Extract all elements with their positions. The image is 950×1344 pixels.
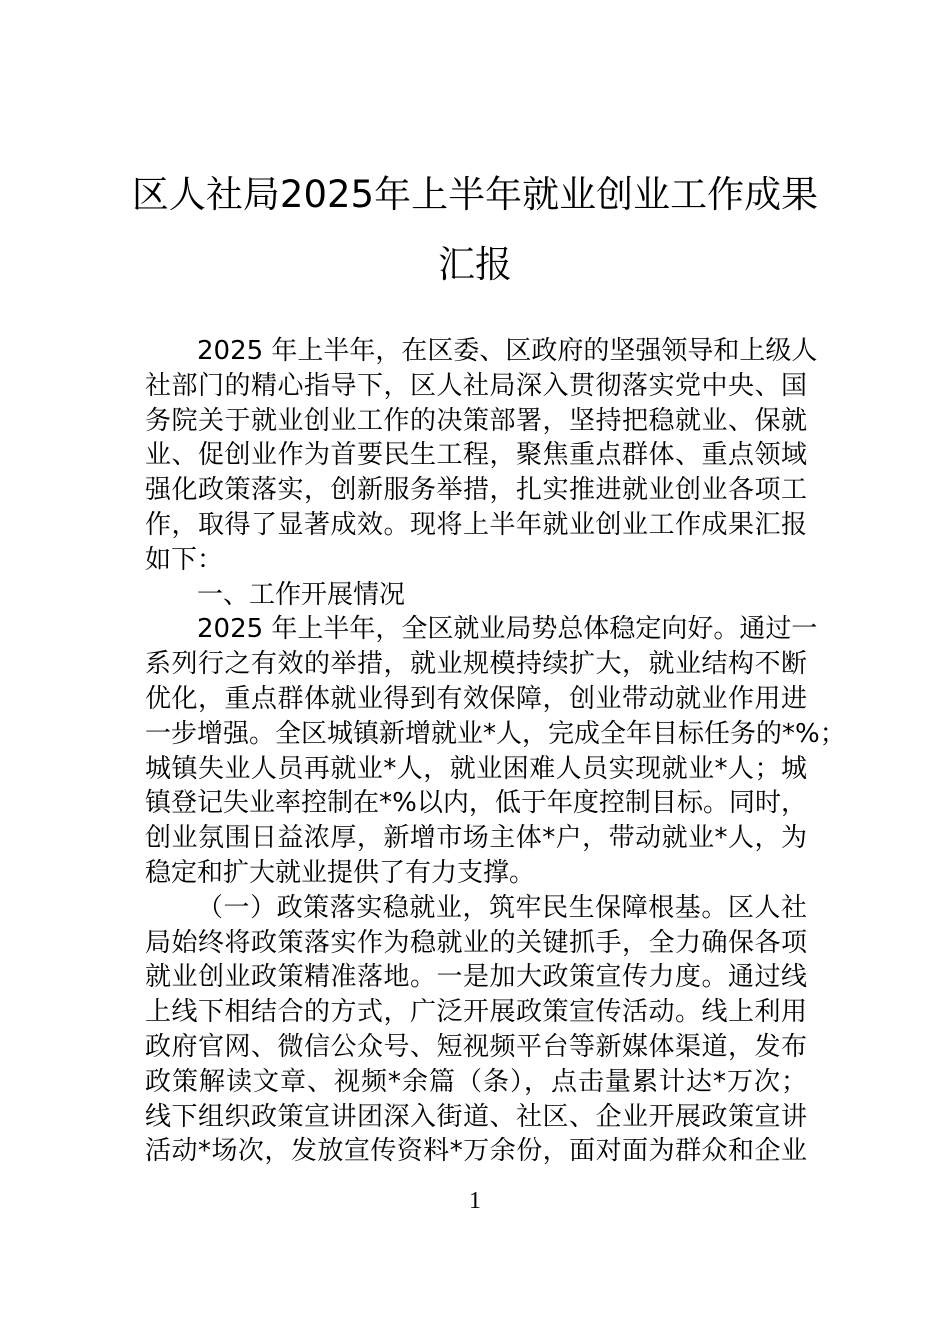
text-line: 稳定和扩大就业提供了有力支撑。 [145,857,536,888]
text-line: 创业氛围日益浓厚，新增市场主体*户，带动就业*人，为 [145,823,807,854]
paragraph [145,612,846,890]
text-line: 2025 年上半年，在区委、区政府的坚强领导和上级人 [197,336,818,366]
text-line: （一）政策落实稳就业，筑牢民生保障根基。区人社 [197,892,807,923]
text-line: 就业创业政策精准落地。一是加大政策宣传力度。通过线 [145,962,807,993]
page-number: 1 [469,1188,481,1214]
document-title-line-2: 汇报 [438,243,512,286]
text-line: 城镇失业人员再就业*人，就业困难人员实现就业*人；城 [145,753,807,784]
text-line: 一步增强。全区城镇新增就业*人，完成全年目标任务的*%； [145,718,846,749]
paragraph [145,578,807,613]
paragraph [145,891,807,1169]
text-line: 业、促创业作为首要民生工程，聚焦重点群体、重点领域 [145,440,807,471]
text-line: 优化，重点群体就业得到有效保障，创业带动就业作用进 [145,683,807,714]
text-line: 上线下相结合的方式，广泛开展政策宣传活动。线上利用 [145,997,807,1028]
text-line: 系列行之有效的举措，就业规模持续扩大，就业结构不断 [145,649,807,680]
text-line: 2025 年上半年，全区就业局势总体稳定向好。通过一 [197,614,818,645]
text-line: 作，取得了显著成效。现将上半年就业创业工作成果汇报 [145,509,807,540]
text-line: 政策解读文章、视频*余篇（条），点击量累计达*万次； [145,1066,807,1097]
text-line: 线下组织政策宣讲团深入街道、社区、企业开展政策宣讲 [145,1101,807,1132]
document-body [145,334,846,1169]
text-line: 政府官网、微信公众号、短视频平台等新媒体渠道，发布 [145,1031,807,1062]
paragraph [145,334,818,578]
text-line: 镇登记失业率控制在*%以内，低于年度控制目标。同时， [145,788,807,819]
text-line: 务院关于就业创业工作的决策部署，坚持把稳就业、保就 [145,405,807,436]
text-line: 强化政策落实，创新服务举措，扎实推进就业创业各项工 [145,475,807,506]
text-line: 社部门的精心指导下，区人社局深入贯彻落实党中央、国 [145,370,807,401]
document-title-line-1: 区人社局2025年上半年就业创业工作成果 [131,173,819,216]
text-line: 一、工作开展情况 [197,579,406,610]
text-line: 活动*场次，发放宣传资料*万余份，面对面为群众和企业 [145,1136,807,1167]
text-line: 如下： [145,544,224,575]
text-line: 局始终将政策落实作为稳就业的关键抓手，全力确保各项 [145,927,807,958]
